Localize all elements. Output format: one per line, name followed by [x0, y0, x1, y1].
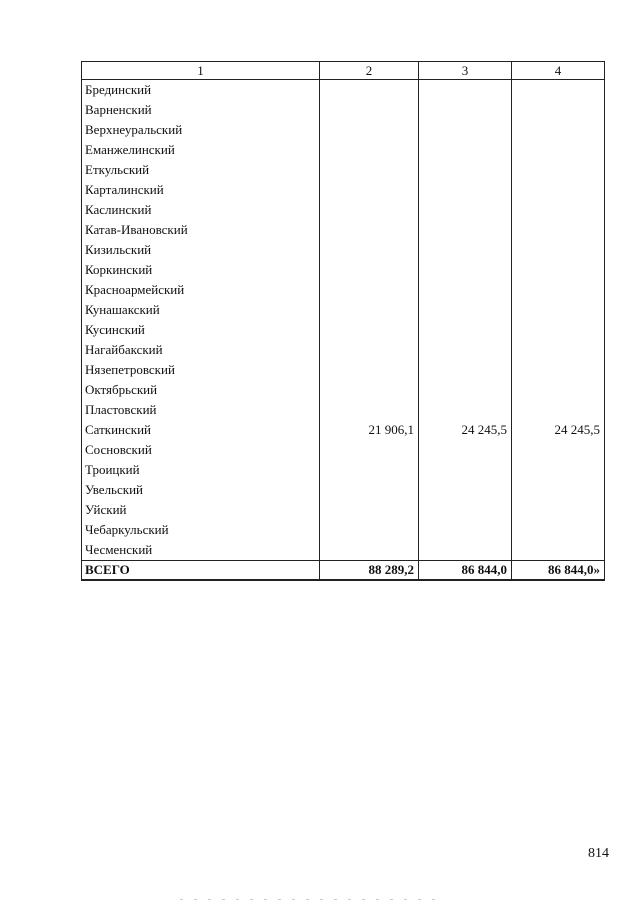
row-value-col2	[320, 80, 419, 101]
table-row	[82, 440, 605, 460]
row-value-col3	[419, 240, 512, 260]
table-row	[82, 360, 605, 380]
row-value-col3	[419, 180, 512, 200]
row-value-col3	[419, 400, 512, 420]
row-value-col4	[512, 440, 605, 460]
row-value-col2	[320, 240, 419, 260]
total-row	[82, 561, 605, 581]
table-row	[82, 380, 605, 400]
column-header-3: 3	[419, 62, 512, 80]
column-header-2: 2	[320, 62, 419, 80]
row-value-col4	[512, 120, 605, 140]
row-value-col3	[419, 460, 512, 480]
row-name: Чебаркульский	[82, 520, 320, 540]
row-value-col2	[320, 520, 419, 540]
row-value-col4	[512, 400, 605, 420]
row-name: Саткинский	[82, 420, 320, 440]
table-row	[82, 320, 605, 340]
row-value-col2	[320, 200, 419, 220]
row-value-col2	[320, 160, 419, 180]
row-value-col2	[320, 180, 419, 200]
row-value-col3	[419, 520, 512, 540]
total-label: ВСЕГО	[82, 561, 320, 581]
total-value-col3: 86 844,0	[419, 561, 512, 581]
row-value-col4	[512, 360, 605, 380]
table-row	[82, 120, 605, 140]
row-value-col4	[512, 380, 605, 400]
table-row	[82, 80, 605, 101]
table-row	[82, 260, 605, 280]
table-row	[82, 140, 605, 160]
row-value-col2	[320, 280, 419, 300]
column-header-4: 4	[512, 62, 605, 80]
row-value-col4	[512, 160, 605, 180]
row-value-col3	[419, 200, 512, 220]
row-value-col4	[512, 260, 605, 280]
table-row	[82, 200, 605, 220]
row-name: Октябрьский	[82, 380, 320, 400]
budget-table	[81, 61, 605, 581]
row-value-col2	[320, 140, 419, 160]
row-value-col3	[419, 440, 512, 460]
row-value-col2	[320, 540, 419, 561]
row-value-col2	[320, 300, 419, 320]
row-value-col3	[419, 540, 512, 561]
row-name: Катав-Ивановский	[82, 220, 320, 240]
row-value-col2	[320, 220, 419, 240]
table-row	[82, 420, 605, 440]
total-value-col2: 88 289,2	[320, 561, 419, 581]
page-number: 814	[588, 846, 609, 861]
row-value-col2	[320, 400, 419, 420]
row-name: Кизильский	[82, 240, 320, 260]
row-name: Увельский	[82, 480, 320, 500]
row-value-col4	[512, 540, 605, 561]
row-name: Еткульский	[82, 160, 320, 180]
row-value-col4	[512, 220, 605, 240]
row-value-col3	[419, 160, 512, 180]
column-header-1: 1	[82, 62, 320, 80]
row-value-col3	[419, 100, 512, 120]
table-row	[82, 540, 605, 561]
row-value-col2	[320, 120, 419, 140]
row-value-col4	[512, 500, 605, 520]
row-value-col3	[419, 500, 512, 520]
row-value-col3	[419, 80, 512, 101]
row-name: Кусинский	[82, 320, 320, 340]
row-value-col4	[512, 200, 605, 220]
row-value-col4	[512, 340, 605, 360]
row-value-col4	[512, 80, 605, 101]
row-name: Каслинский	[82, 200, 320, 220]
table-row	[82, 240, 605, 260]
row-value-col2	[320, 100, 419, 120]
row-value-col3	[419, 280, 512, 300]
row-value-col3: 24 245,5	[419, 420, 512, 440]
table-row	[82, 400, 605, 420]
row-value-col3	[419, 380, 512, 400]
row-value-col4	[512, 280, 605, 300]
table-row	[82, 100, 605, 120]
table-body	[82, 80, 605, 581]
total-value-col4: 86 844,0»	[512, 561, 605, 581]
row-value-col4: 24 245,5	[512, 420, 605, 440]
row-value-col4	[512, 460, 605, 480]
table-row	[82, 300, 605, 320]
row-value-col3	[419, 360, 512, 380]
row-value-col2	[320, 360, 419, 380]
row-name: Уйский	[82, 500, 320, 520]
table-row	[82, 520, 605, 540]
table-row	[82, 340, 605, 360]
row-name: Троицкий	[82, 460, 320, 480]
row-value-col3	[419, 260, 512, 280]
row-value-col2	[320, 380, 419, 400]
table-row	[82, 220, 605, 240]
row-name: Еманжелинский	[82, 140, 320, 160]
row-value-col2	[320, 440, 419, 460]
row-name: Красноармейский	[82, 280, 320, 300]
row-name: Брединский	[82, 80, 320, 101]
table-row	[82, 160, 605, 180]
table-row	[82, 460, 605, 480]
row-value-col3	[419, 340, 512, 360]
row-value-col3	[419, 120, 512, 140]
row-value-col2	[320, 320, 419, 340]
row-value-col3	[419, 320, 512, 340]
row-value-col3	[419, 140, 512, 160]
row-value-col4	[512, 240, 605, 260]
row-value-col4	[512, 100, 605, 120]
table-row	[82, 480, 605, 500]
row-name: Коркинский	[82, 260, 320, 280]
table-row	[82, 500, 605, 520]
row-value-col3	[419, 480, 512, 500]
row-name: Сосновский	[82, 440, 320, 460]
table-row	[82, 280, 605, 300]
scan-artifact	[180, 899, 440, 900]
row-name: Кунашакский	[82, 300, 320, 320]
row-value-col2	[320, 340, 419, 360]
row-name: Карталинский	[82, 180, 320, 200]
row-value-col3	[419, 300, 512, 320]
row-value-col3	[419, 220, 512, 240]
row-value-col4	[512, 140, 605, 160]
row-name: Нагайбакский	[82, 340, 320, 360]
table-row	[82, 180, 605, 200]
row-value-col2	[320, 260, 419, 280]
row-value-col4	[512, 300, 605, 320]
row-name: Пластовский	[82, 400, 320, 420]
row-value-col4	[512, 520, 605, 540]
row-value-col4	[512, 320, 605, 340]
row-name: Нязепетровский	[82, 360, 320, 380]
table-header-row	[82, 62, 605, 80]
row-value-col4	[512, 480, 605, 500]
row-value-col4	[512, 180, 605, 200]
row-value-col2	[320, 460, 419, 480]
row-value-col2: 21 906,1	[320, 420, 419, 440]
row-name: Чесменский	[82, 540, 320, 561]
row-name: Верхнеуральский	[82, 120, 320, 140]
row-name: Варненский	[82, 100, 320, 120]
row-value-col2	[320, 500, 419, 520]
row-value-col2	[320, 480, 419, 500]
